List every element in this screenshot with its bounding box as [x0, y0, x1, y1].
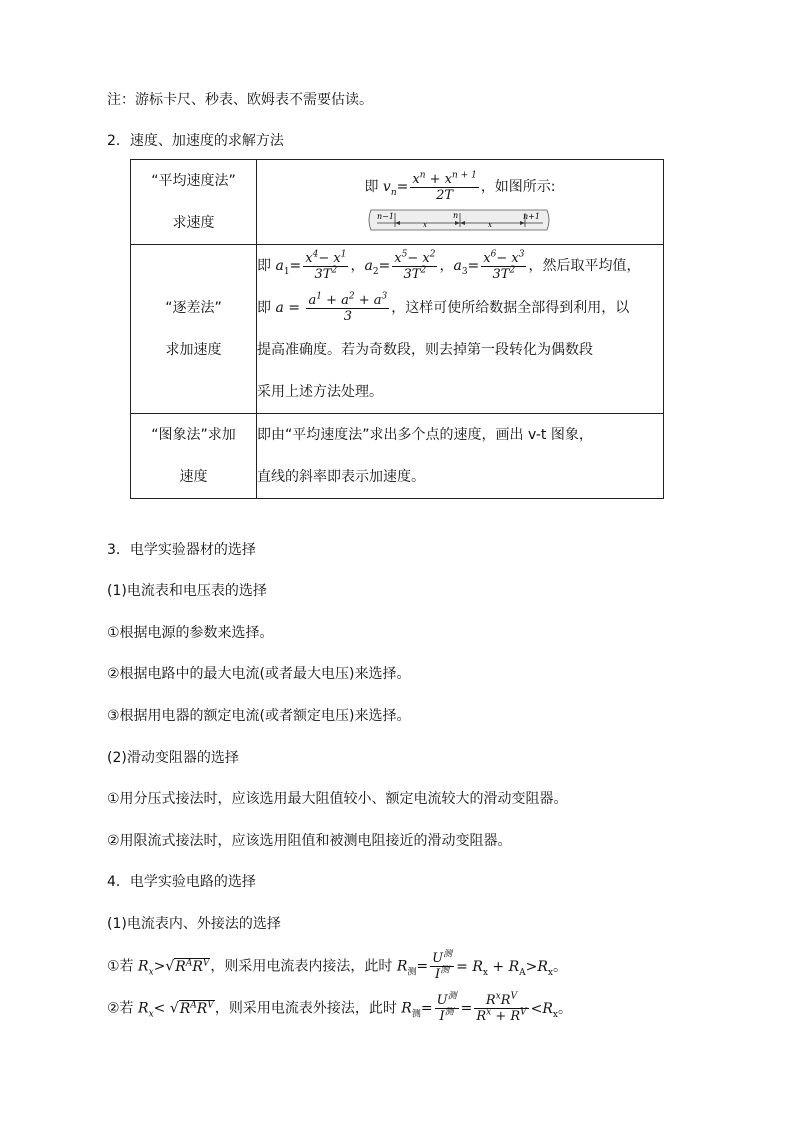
table-row	[131, 245, 664, 414]
tape-label: n	[453, 211, 459, 220]
average-formula-line: 即 a = $\frac{a^1 + a^2 + a^3}{3}$ ，这样可使所给数据全部得到利用，以	[257, 291, 630, 324]
section-3-title: 3．电学实验器材的选择	[107, 542, 256, 558]
subsection-title: (1)电流表和电压表的选择	[107, 583, 267, 599]
average-velocity-formula: 即 $v_n=$ $\frac{x^n + x^{n + 1}}{2T}$ ，如图所示:	[364, 170, 556, 203]
method-cell-graph	[131, 414, 257, 499]
method-name: “图象法”求加	[151, 427, 236, 443]
formula-prefix: 即	[257, 300, 276, 316]
subsection-title: (2)滑动变阻器的选择	[107, 750, 239, 766]
table-row	[131, 414, 664, 499]
formula-suffix: ，然后取平均值，	[528, 258, 641, 274]
method-target: 求速度	[172, 215, 215, 231]
tape-label: n−1	[377, 212, 394, 221]
section-4-title: 4．电学实验电路的选择	[107, 874, 256, 890]
list-item: ③根据用电器的额定电流(或者额定电压)来选择。	[107, 708, 411, 724]
formula-cell-graph	[257, 414, 664, 499]
fraction: $\frac{x^n + x^{n + 1}}{2T}$	[412, 170, 477, 203]
tape-segment-label: x	[423, 221, 427, 229]
formula-suffix: ，这样可使所给数据全部得到利用，以	[391, 300, 630, 316]
formula-prefix: ①若	[107, 958, 139, 975]
formula-cell-average-velocity	[257, 160, 664, 245]
denominator: 2T	[436, 187, 454, 203]
explanation-line: 即由“平均速度法”求出多个点的速度，画出 v-t 图象，	[257, 427, 593, 443]
formula-text: ，则采用电流表外接法，此时	[214, 1000, 402, 1017]
formula-prefix: ②若	[107, 1000, 139, 1017]
external-connection-formula: ②若 $R_x< √R^AR^V$，则采用电流表外接法，此时 $R_测=$ $\frac{U^测}{I^测}$ = $\frac{R^xR^V}{R^x + R^V}$ $<R_x$。	[107, 991, 572, 1024]
formula-prefix: 即	[364, 179, 383, 195]
method-name: “平均速度法”	[151, 173, 236, 189]
tape-label: n+1	[523, 212, 540, 221]
list-item: ②用限流式接法时，应该选用阻值和被测电阻接近的滑动变阻器。	[107, 833, 512, 849]
speed-acceleration-table	[130, 159, 664, 499]
tape-segment-label: x	[488, 221, 492, 229]
paper-tape-diagram	[365, 207, 555, 233]
method-target: 求加速度	[165, 342, 222, 358]
internal-connection-formula: ①若 $R_x>√R^AR^V$，则采用电流表内接法，此时 $R_测=$ $\frac{U^测}{I^测}$ = $R_x + R_A>R_x$。	[107, 949, 567, 982]
formula-text: ，则采用电流表内接法，此时	[210, 958, 397, 975]
numerator-x: x	[412, 171, 420, 187]
difference-formula-line: 即 $a_1=$ $\frac{x^4- x^1}{3T^2}$ ，$a_2=$ $\frac{x^5- x^2}{3T^2}$ ，$a_3=$ $\frac{x^6- x^3}{3T^2}$ ，然后取平均值，	[257, 249, 641, 282]
table-row	[131, 160, 664, 245]
list-item: ①用分压式接法时，应该选用最大阻值较小、额定电流较大的滑动变阻器。	[107, 791, 568, 807]
list-item: ①根据电源的参数来选择。	[107, 625, 274, 641]
explanation-line: 提高准确度。若为奇数段，则去掉第一段转化为偶数段	[257, 342, 593, 358]
formula-suffix: ，如图所示:	[480, 179, 556, 195]
method-name: “逐差法”	[165, 300, 222, 316]
v-symbol: v	[382, 179, 391, 195]
note-text: 注：游标卡尺、秒表、欧姆表不需要估读。	[107, 92, 373, 108]
formula-prefix: 即	[257, 258, 276, 274]
method-cell-successive-difference	[131, 245, 257, 414]
list-item: ②根据电路中的最大电流(或者最大电压)来选择。	[107, 666, 411, 682]
subsection-title: (1)电流表内、外接法的选择	[107, 916, 281, 932]
explanation-line: 采用上述方法处理。	[257, 384, 383, 400]
section-2-title: 2．速度、加速度的求解方法	[107, 133, 284, 149]
method-target: 速度	[179, 469, 208, 485]
explanation-line: 直线的斜率即表示加速度。	[257, 469, 425, 485]
method-cell-average-velocity	[131, 160, 257, 245]
formula-cell-successive-difference	[257, 245, 664, 414]
